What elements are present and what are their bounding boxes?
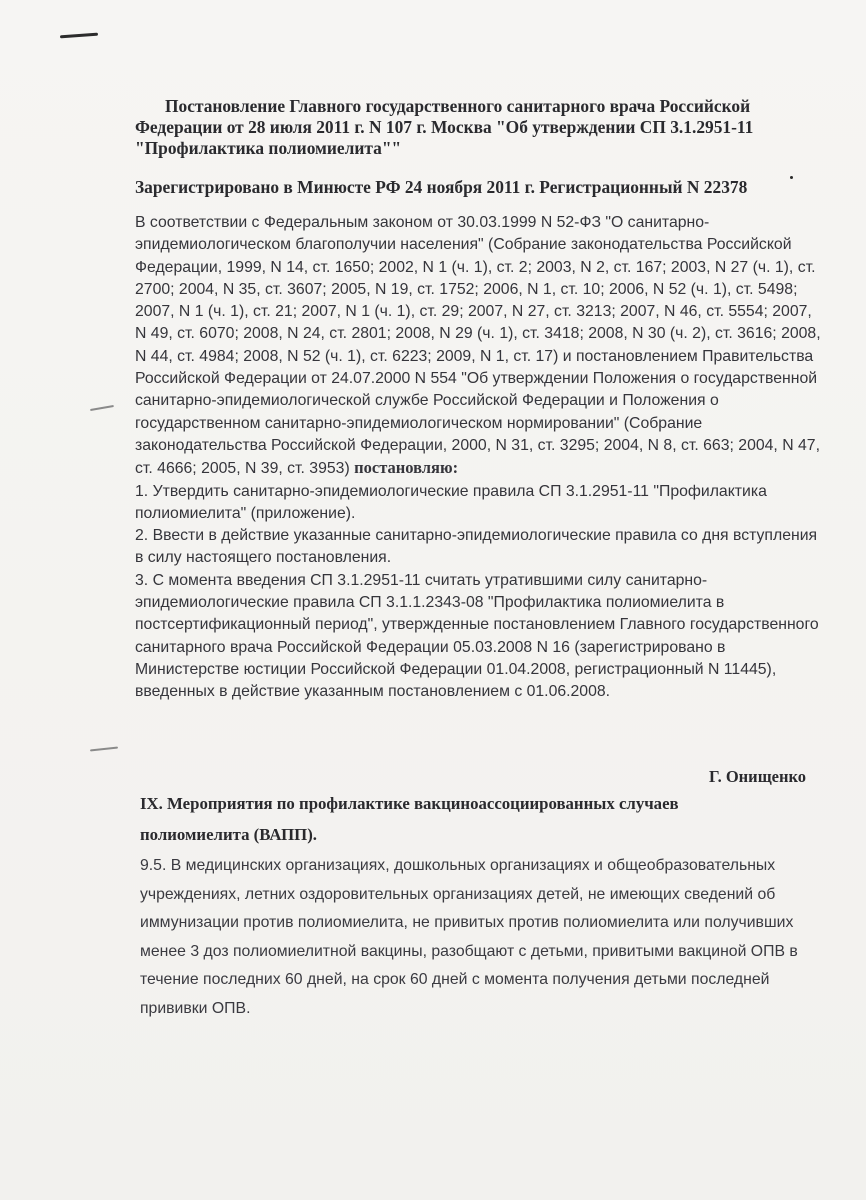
section-paragraph: 9.5. В медицинских организациях, дошкольных организациях и общеобразовательных учреждениях, летних оздоровительных организациях детей, не имеющих сведений об иммунизации против полиомиелита, не привитых против полиомиелита или получивших менее 3 доз полиомиелитной вакцины, разобщают с детьми, привитыми вакциной ОПВ в течение последних 60 дней, на срок 60 дней с момента получения детьми последней прививки ОПВ. <box>140 857 798 1017</box>
scan-mark-margin-left-1 <box>90 405 114 411</box>
registration-note: Зарегистрировано в Минюсте РФ 24 ноября 2011 г. Регистрационный N 22378 <box>135 177 748 197</box>
preamble-text: В соответствии с Федеральным законом от 30.03.1999 N 52-ФЗ "О санитарно-эпидемиологическом благополучии населения" (Собрание законодательства Российской Федерации, 1999, N 14, ст. 1650; 2002, N 1 (ч. 1), ст. 2; 2003, N 2, ст. 167; 2003, N 27 (ч. 1), ст. 2700; 2004, N 35, ст. 3607; 2005, N 19, ст. 1752; 2006, N 1, ст. 10; 2006, N 52 (ч. 1), ст. 5498; 2007, N 1 (ч. 1), ст. 21; 2007, N 1 (ч. 1), ст. 29; 2007, N 27, ст. 3213; 2007, N 46, ст. 5554; 2007, N 49, ст. 6070; 2008, N 24, ст. 2801; 2008, N 29 (ч. 1), ст. 3418; 2008, N 30 (ч. 2), ст. 3616; 2008, N 44, ст. 4984; 2008, N 52 (ч. 1), ст. 6223; 2009, N 1, ст. 17) и постановлением Правительства Российской Федерации от 24.07.2000 N 554 "Об утверждении Положения о государственной санитарно-эпидемиологической службе Российской Федерации и Положения о государственном санитарно-эпидемиологическом нормировании" (Собрание законодательства Российской Федерации, 2000, N 31, ст. 3295; 2004, N 8, ст. 663; 2004, N 47, ст. 4666; 2005, N 39, ст. 3953) <box>135 214 821 478</box>
resolution-item-1: 1. Утвердить санитарно-эпидемиологические правила СП 3.1.2951-11 "Профилактика полиомиелита" (приложение). <box>135 482 767 522</box>
resolution-body <box>135 212 825 704</box>
resolve-word: постановляю: <box>354 458 459 478</box>
preamble-paragraph <box>135 212 825 481</box>
section-heading: IX. Мероприятия по профилактике вакциноассоциированных случаев полиомиелита (ВАПП). <box>140 794 679 844</box>
document-title: Постановление Главного государственного санитарного врача Российской Федерации от 28 июля 2011 г. N 107 г. Москва "Об утверждении СП 3.1.2951-11 "Профилактика полиомиелита"" <box>135 96 754 158</box>
scan-mark-margin-left-2 <box>90 747 118 752</box>
signature: Г. Онищенко <box>708 767 806 786</box>
resolution-item-3: 3. С момента введения СП 3.1.2951-11 считать утратившими силу санитарно-эпидемиологические правила СП 3.1.1.2343-08 "Профилактика полиомиелита в постсертификационный период", утвержденные постановлением Главного государственного санитарного врача Российской Федерации 05.03.2008 N 16 (зарегистрировано в Министерстве юстиции Российской Федерации 01.04.2008, регистрационный N 11445), введенных в действие указанным постановлением с 01.06.2008. <box>135 571 819 701</box>
scan-mark-top-left <box>60 33 98 39</box>
resolution-item-2: 2. Ввести в действие указанные санитарно-эпидемиологические правила со дня вступления в силу настоящего постановления. <box>135 527 818 567</box>
